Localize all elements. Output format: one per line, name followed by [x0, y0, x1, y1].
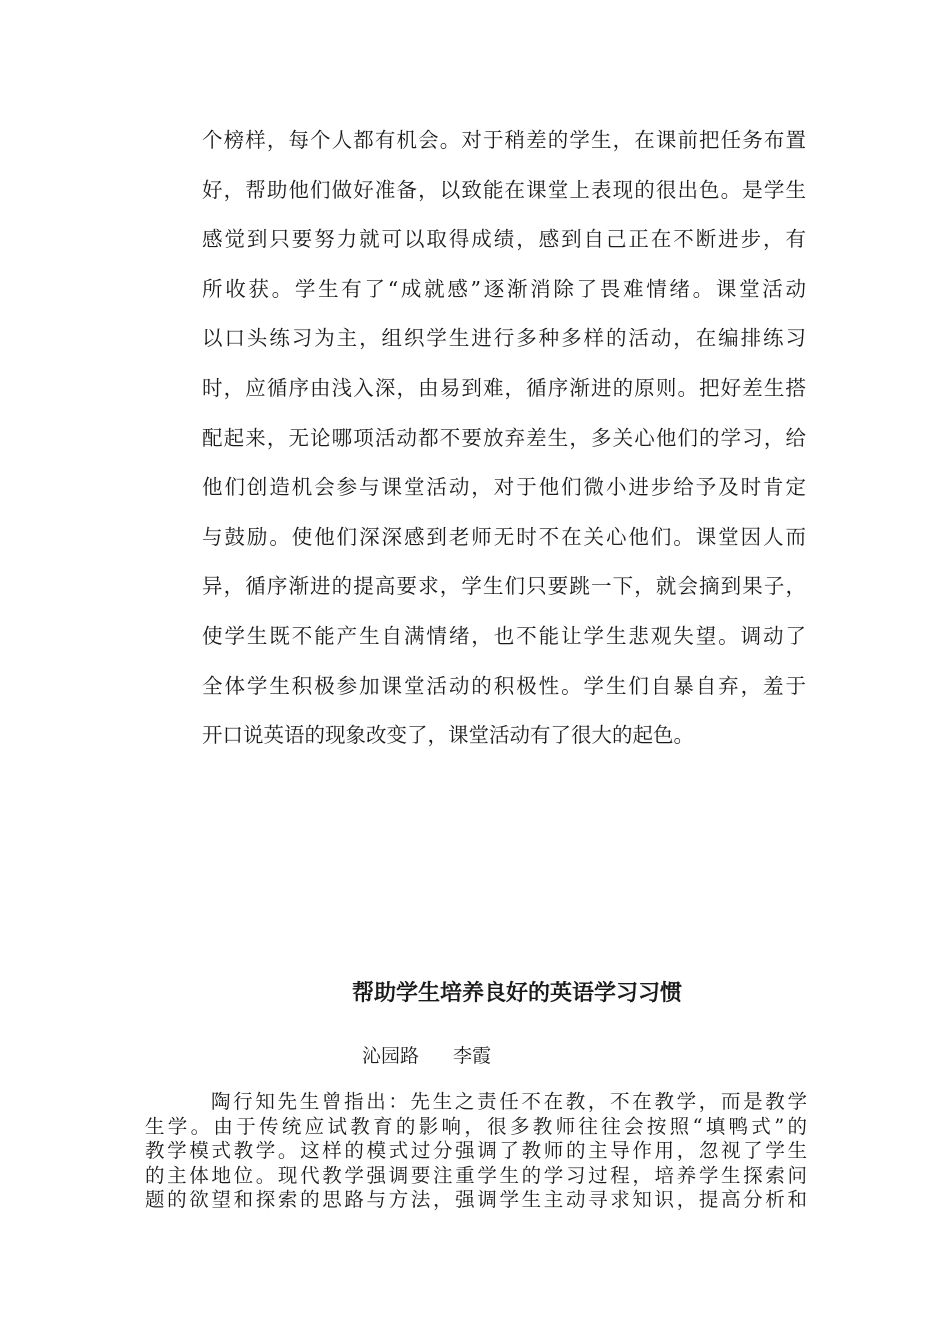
text-line: 开口说英语的现象改变了，课堂活动有了很大的起色。: [202, 723, 694, 748]
text-line: 使学生既不能产生自满情绪，也不能让学生悲观失望。调动了: [202, 623, 806, 648]
text-line: 异，循序渐进的提高要求，学生们只要跳一下，就会摘到果子，: [202, 574, 806, 599]
text-line: 他们创造机会参与课堂活动，对于他们微小进步给予及时肯定: [202, 475, 806, 500]
text-line: 好，帮助他们做好准备，以致能在课堂上表现的很出色。是学生: [202, 177, 806, 202]
text-line: 配起来，无论哪项活动都不要放弃差生，多关心他们的学习，给: [202, 425, 806, 450]
text-line: 陶行知先生曾指出：先生之责任不在教，不在教学，而是教学: [211, 1090, 807, 1113]
text-line: 时，应循序由浅入深，由易到难，循序渐进的原则。把好差生搭: [202, 375, 806, 400]
article-title: 帮助学生培养良好的英语学习习惯: [351, 981, 682, 1006]
school-name: 沁园路: [362, 1045, 420, 1067]
text-line: 所收获。学生有了“成就感”逐渐消除了畏难情绪。课堂活动: [202, 276, 806, 301]
text-line: 感觉到只要努力就可以取得成绩，感到自己正在不断进步，有: [202, 227, 806, 252]
article-body-paragraph: [145, 1090, 807, 1213]
text-line: 题的欲望和探索的思路与方法，强调学生主动寻求知识，提高分析和: [145, 1188, 807, 1211]
text-line: 以口头练习为主，组织学生进行多种多样的活动，在编排练习: [202, 326, 806, 351]
author-name: 李霞: [453, 1045, 492, 1067]
text-line: 个榜样，每个人都有机会。对于稍差的学生，在课前把任务布置: [202, 128, 806, 152]
text-line: 生学。由于传统应试教育的影响，很多教师往往会按照“填鸭式”的: [145, 1114, 807, 1138]
text-line: 教学模式教学。这样的模式过分强调了教师的主导作用，忽视了学生: [145, 1139, 807, 1162]
text-line: 全体学生积极参加课堂活动的积极性。学生们自暴自弃，羞于: [202, 673, 806, 698]
text-line: 与鼓励。使他们深深感到老师无时不在关心他们。课堂因人而: [202, 524, 806, 549]
text-line: 的主体地位。现代教学强调要注重学生的学习过程，培养学生探索问: [145, 1163, 807, 1187]
paragraph-continuation: [202, 116, 806, 761]
byline: [362, 1040, 491, 1072]
